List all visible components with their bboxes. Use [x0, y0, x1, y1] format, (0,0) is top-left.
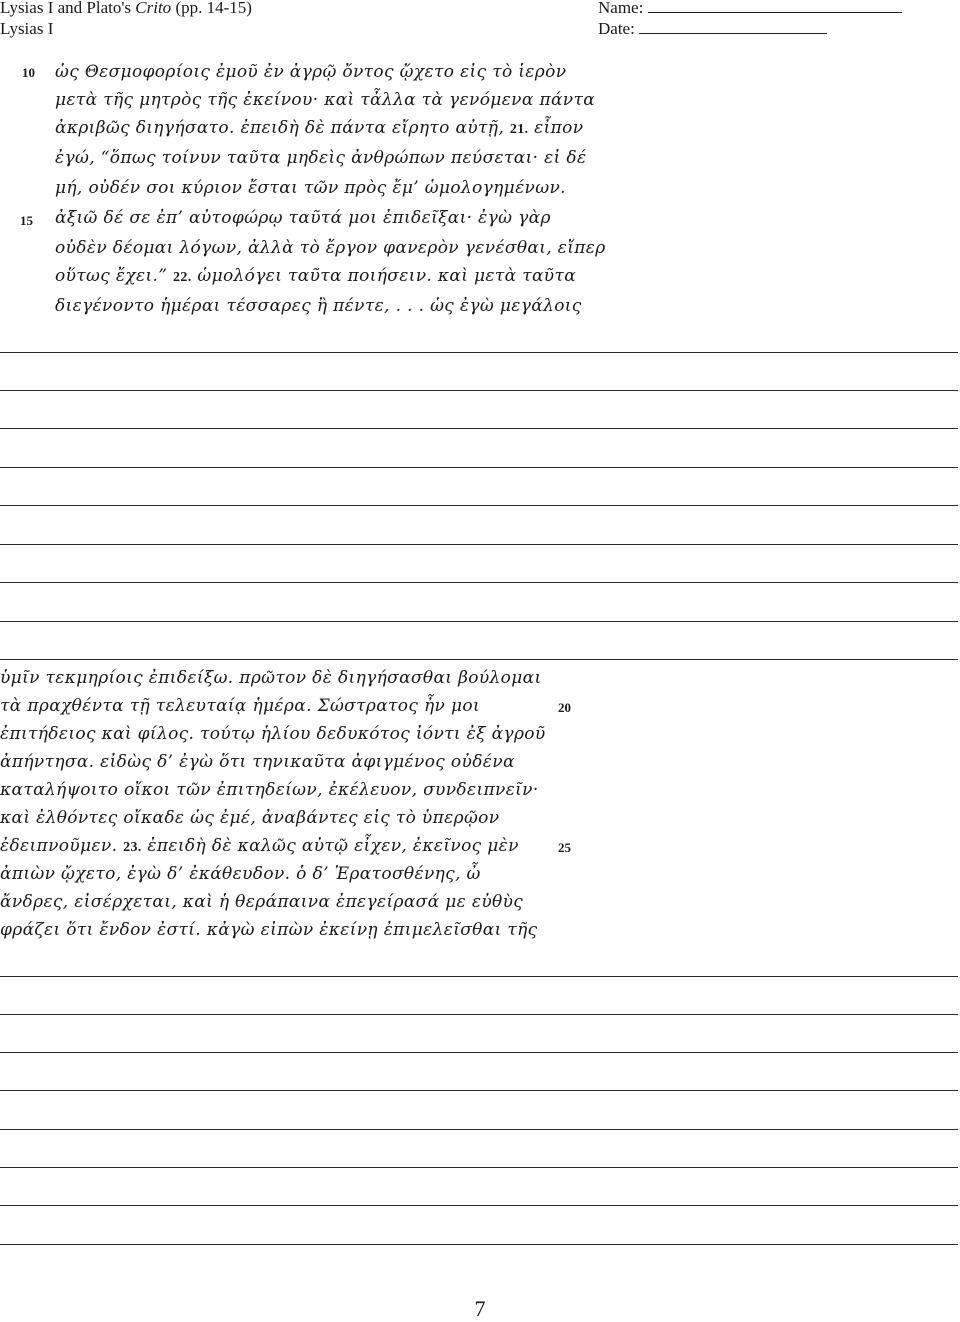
section-number: 23.: [123, 840, 142, 855]
section-number: 22.: [173, 270, 192, 285]
passage-line: φράζει ὅτι ἔνδον ἐστί. κἀγὼ εἰπὼν ἐκείνῃ ἐπιμελεῖσθαι τῆς: [0, 920, 538, 940]
passage-line: ἄνδρες, εἰσέρχεται, καὶ ἡ θεράπαινα ἐπεγείρασά με εὐθὺς: [0, 892, 524, 912]
date-label: Date:: [598, 19, 635, 38]
writing-line[interactable]: [0, 621, 958, 622]
passage-line: ἀπιὼν ᾤχετο, ἐγὼ δ’ ἐκάθευδον. ὁ δ’ Ἐρατοσθένης, ὦ: [0, 864, 481, 884]
passage-line: ὡς Θεσμοφορίοις ἐμοῦ ἐν ἀγρῷ ὄντος ᾤχετο εἰς τὸ ἱερὸν: [55, 62, 567, 82]
writing-line[interactable]: [0, 1167, 958, 1168]
line-number: 25: [558, 840, 571, 855]
passage-line: ἐγώ, “ὅπως τοίνυν ταῦτα μηδεὶς ἀνθρώπων πεύσεται· εἰ δέ: [55, 148, 587, 168]
passage-line: ὑμῖν τεκμηρίοις ἐπιδείξω. πρῶτον δὲ διηγήσασθαι βούλομαι: [0, 668, 542, 688]
passage-line: ἀπήντησα. εἰδὼς δ’ ἐγὼ ὅτι τηνικαῦτα ἀφιγμένος οὐδένα: [0, 752, 515, 772]
passage-line: ἐδειπνοῦμεν. 23. ἐπειδὴ δὲ καλῶς αὐτῷ εἶχεν, ἐκεῖνος μὲν: [0, 836, 519, 856]
line-number: 15: [20, 213, 33, 228]
passage-line: οὕτως ἔχει.” 22. ὡμολόγει ταῦτα ποιήσειν. καὶ μετὰ ταῦτα: [55, 266, 577, 286]
writing-line[interactable]: [0, 505, 958, 506]
line-number: 20: [558, 700, 571, 715]
passage-line: ἐπιτήδειος καὶ φίλος. τούτῳ ἡλίου δεδυκότος ἰόντι ἐξ ἀγροῦ: [0, 724, 546, 744]
passage-line: μή, οὐδέν σοι κύριον ἔσται τῶν πρὸς ἔμ’ ὡμολογημένων.: [55, 178, 566, 198]
passage-line: διεγένοντο ἡμέραι τέσσαρες ἢ πέντε, . . . ὡς ἐγὼ μεγάλοις: [55, 296, 582, 316]
passage-line: ἀκριβῶς διηγήσατο. ἐπειδὴ δὲ πάντα εἴρητο αὐτῇ, 21. εἶπον: [55, 118, 584, 138]
worksheet-title: Lysias I and Plato's Crito (pp. 14-15): [0, 0, 252, 17]
writing-line[interactable]: [0, 1052, 958, 1053]
writing-line[interactable]: [0, 1014, 958, 1015]
writing-line[interactable]: [0, 352, 958, 353]
name-field[interactable]: [598, 0, 902, 18]
passage-line: ἀξιῶ δέ σε ἐπ’ αὐτοφώρῳ ταῦτά μοι ἐπιδεῖξαι· ἐγὼ γὰρ: [55, 208, 551, 228]
writing-line[interactable]: [0, 582, 958, 583]
passage-line: καὶ ἐλθόντες οἴκαδε ὡς ἐμέ, ἀναβάντες εἰς τὸ ὑπερῷον: [0, 808, 500, 828]
name-blank[interactable]: [648, 0, 902, 13]
writing-line[interactable]: [0, 544, 958, 545]
writing-line[interactable]: [0, 1090, 958, 1091]
passage-line: μετὰ τῆς μητρὸς τῆς ἐκείνου· καὶ τἆλλα τὰ γενόμενα πάντα: [55, 90, 596, 110]
writing-line[interactable]: [0, 976, 958, 977]
writing-line[interactable]: [0, 1129, 958, 1130]
date-field[interactable]: [598, 19, 827, 39]
writing-line[interactable]: [0, 467, 958, 468]
passage-line: οὐδὲν δέομαι λόγων, ἀλλὰ τὸ ἔργον φανερὸν γενέσθαι, εἴπερ: [55, 238, 606, 258]
passage-line: τὰ πραχθέντα τῇ τελευταίᾳ ἡμέρα. Σώστρατος ἦν μοι: [0, 696, 480, 716]
section-number: 21.: [509, 122, 529, 137]
writing-line[interactable]: [0, 1244, 958, 1245]
name-label: Name:: [598, 0, 644, 17]
writing-line[interactable]: [0, 390, 958, 391]
writing-line[interactable]: [0, 1205, 958, 1206]
page-number: 7: [474, 1296, 486, 1321]
worksheet-subtitle: Lysias I: [0, 19, 54, 38]
passage-line: καταλήψοιτο οἴκοι τῶν ἐπιτηδείων, ἐκέλευον, συνδειπνεῖν·: [0, 780, 539, 800]
writing-line[interactable]: [0, 428, 958, 429]
date-blank[interactable]: [639, 19, 827, 34]
line-number: 10: [22, 65, 35, 80]
writing-line[interactable]: [0, 659, 958, 660]
